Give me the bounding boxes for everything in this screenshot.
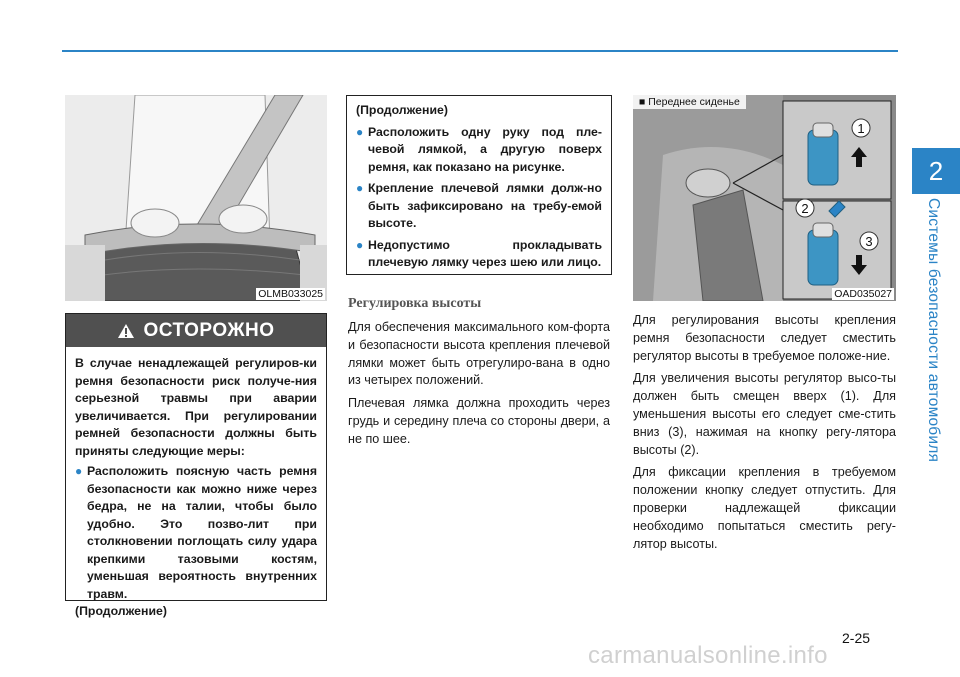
lap-belt-illustration xyxy=(65,95,327,301)
warning-box xyxy=(65,313,327,618)
figure-code: OLMB033025 xyxy=(258,288,323,300)
bullet-dot-icon: ● xyxy=(356,124,364,139)
chapter-number: 2 xyxy=(928,155,944,186)
warning-title: ОСТОРОЖНО xyxy=(143,319,275,341)
bullet-dot-icon: ● xyxy=(75,464,83,478)
chapter-side-title xyxy=(918,197,948,463)
body-paragraph: Для фиксации крепления в требуемом положении кнопку следует отпустить. Для проверки надлежащей фиксации необходимо попытаться сместить регу-лятор высоты. xyxy=(633,465,896,551)
chapter-number-tab xyxy=(912,148,960,194)
body-paragraph: Для обеспечения максимального ком-форта и безопасности высота крепления плечевой лямки может быть отрегулиро-вана в одно из четырех положений. xyxy=(348,320,610,388)
warning-body xyxy=(66,347,326,621)
continuation-label: (Продолжение) xyxy=(356,103,448,117)
continuation-bullet-text: Недопустимо прокладывать плечевую лямку через шею или лицо. xyxy=(368,237,602,269)
continuation-bullet-text: Крепление плечевой лямки долж-но быть зафиксировано на требу-емой высоте. xyxy=(368,181,602,230)
right-column-body xyxy=(633,312,896,558)
callout-2: 2 xyxy=(801,201,809,216)
continuation-bullet xyxy=(356,180,602,233)
chapter-title: Системы безопасности автомобиля xyxy=(925,197,942,463)
body-paragraph: Для регулирования высоты крепления ремня безопасности следует сместить регулятор высоты в требуемое положе-ние. xyxy=(633,313,896,363)
header-rule xyxy=(62,50,898,52)
continuation-bullet-text: Расположить одну руку под пле-чевой лямкой, а другую поверх ремня, как показано на рисунке. xyxy=(368,124,602,174)
height-adjuster-drawing xyxy=(633,95,896,301)
body-paragraph: Плечевая лямка должна проходить через грудь и середину плеча со стороны двери, а не по шее. xyxy=(348,396,610,446)
watermark: carmanualsonline.info xyxy=(588,642,828,669)
warning-bullet xyxy=(75,463,317,603)
height-adjuster-illustration xyxy=(633,95,896,301)
continuation-bullet xyxy=(356,237,602,272)
warning-triangle-icon xyxy=(117,323,135,339)
seated-person-drawing xyxy=(65,95,327,301)
bullet-dot-icon: ● xyxy=(356,181,364,195)
callout-1: 1 xyxy=(857,121,865,136)
warning-continued: (Продолжение) xyxy=(75,604,167,618)
section-body xyxy=(348,319,610,454)
figure-caption: ■ Переднее сиденье xyxy=(633,95,746,109)
figure-code: OAD035027 xyxy=(834,288,892,300)
section-heading: Регулировка высоты xyxy=(348,296,482,311)
continuation-box xyxy=(346,95,612,275)
warning-intro: В случае ненадлежащей регулиров-ки ремня безопасности риск получе-ния серьезной травмы при аварии увеличивается. При регулировании ремней безопасности должны быть приняты следующие меры: xyxy=(75,356,317,458)
continuation-bullet xyxy=(356,124,602,177)
warning-bullet-text: Расположить поясную часть ремня безопасности как можно ниже через бедра, не на талии, чтобы было удобно. Это позво-лит при столкновении поглощать силу удара крепкими тазовыми костям, уменьшая вероятность внутренних травм. xyxy=(87,464,317,601)
bullet-dot-icon: ● xyxy=(356,237,364,252)
warning-header xyxy=(66,314,326,347)
page-number: 2-25 xyxy=(842,630,871,646)
body-paragraph: Для увеличения высоты регулятор высо-ты должен быть смещен вверх (1). Для уменьшения высоты его следует сме-стить вниз (3), нажимая на кнопку регу-лятора высоты (2). xyxy=(633,371,896,457)
callout-3: 3 xyxy=(865,234,873,249)
